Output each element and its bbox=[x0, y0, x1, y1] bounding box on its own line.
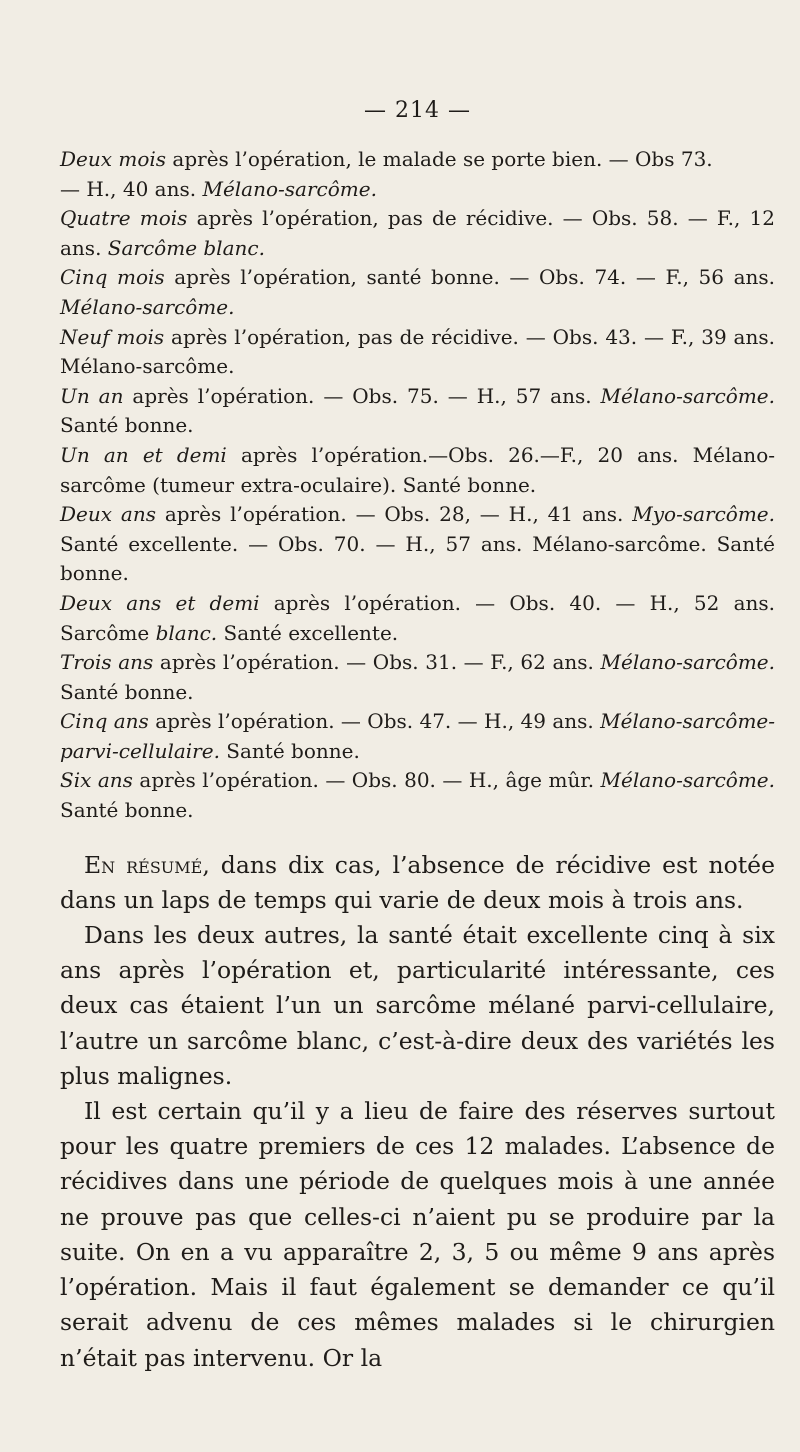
page-number: — 214 — bbox=[364, 98, 471, 123]
case-diagnosis: Mélano-sarcôme-parvi-cellulaire. bbox=[60, 709, 776, 763]
case-entry bbox=[60, 707, 775, 766]
summary-paragraph: Dans les deux autres, la santé était excellente cinq à six ans après l’opération et, particularité intéressante, ces deux cas étaient l’un un sarcôme mélané parvi-cellulaire, l’autre un sarcôme blanc, c’est-à-dire deux des variétés les plus malignes. bbox=[60, 921, 775, 1090]
case-diagnosis: blanc. bbox=[155, 620, 218, 645]
case-diagnosis: Mélano-sarcôme. bbox=[600, 768, 775, 793]
summary-paragraph: Il est certain qu’il y a lieu de faire des réserves surtout pour les quatre premiers de ces 12 malades. L’absence de récidives dans une période de quelques mois à une année ne prouve pas que celles-ci n’aient pu se produire par la suite. On en a vu apparaître 2, 3, 5 ou même 9 ans après l’opération. Mais il faut également se demander ce qu’il serait advenu de ces mêmes malades si le chirurgien n’était pas intervenu. Or la bbox=[60, 1097, 775, 1372]
case-duration: Deux mois bbox=[60, 147, 167, 171]
case-duration: Neuf mois bbox=[60, 324, 165, 349]
case-duration: Un an et demi bbox=[60, 442, 227, 467]
case-text: après l’opération. — Obs. 40. — H., 52 ans. Sarcôme bbox=[60, 590, 775, 645]
case-entry bbox=[60, 441, 775, 500]
case-duration: Quatre mois bbox=[60, 206, 188, 231]
case-duration: Cinq ans bbox=[60, 709, 149, 734]
case-text: après l’opération. — Obs. 47. — H., 49 ans. bbox=[148, 709, 601, 734]
case-diagnosis: Mélano-sarcôme. bbox=[60, 294, 235, 319]
case-duration: Trois ans bbox=[60, 650, 154, 675]
case-entry bbox=[60, 766, 775, 825]
case-text: après l’opération. — Obs. 28, — H., 41 ans. bbox=[155, 502, 633, 527]
case-outcome: Santé excellente. bbox=[217, 620, 399, 645]
case-diagnosis: Mélano-sarcôme. bbox=[202, 176, 377, 201]
case-text: après l’opération, santé bonne. — Obs. 74. — F., 56 ans. bbox=[164, 265, 776, 290]
case-text: — H., 40 ans. bbox=[60, 176, 203, 201]
case-entry bbox=[60, 382, 775, 441]
case-outcome: Santé excellente. — Obs. 70. — H., 57 ans. Mélano-sarcôme. Santé bonne. bbox=[60, 531, 775, 586]
case-entry bbox=[60, 145, 775, 175]
case-text: après l’opération.—Obs. 26.—F., 20 ans. Mélano-sarcôme (tumeur extra-oculaire). Santé bonne. bbox=[60, 442, 775, 497]
case-entry bbox=[60, 648, 775, 707]
case-text: après l’opération. — Obs. 80. — H., âge mûr. bbox=[132, 768, 601, 793]
case-outcome: Santé bonne. bbox=[219, 738, 360, 763]
case-text: après l’opération, pas de récidive. — Obs. 58. — F., 12 ans. bbox=[60, 206, 775, 260]
case-diagnosis: Sarcôme blanc. bbox=[107, 235, 265, 260]
case-duration: Six ans bbox=[60, 768, 133, 793]
case-diagnosis: Mélano-sarcôme. bbox=[600, 650, 775, 675]
case-duration: Un an bbox=[60, 383, 124, 408]
case-entry bbox=[60, 204, 775, 263]
case-entry bbox=[60, 263, 775, 322]
case-duration: Cinq mois bbox=[60, 265, 165, 290]
summary-lead: En résumé, bbox=[84, 850, 210, 879]
case-diagnosis: Mélano-sarcôme. bbox=[600, 383, 775, 408]
case-entry bbox=[60, 589, 775, 648]
case-text: après l’opération. — Obs. 75. — H., 57 ans. bbox=[123, 383, 601, 408]
case-text: après l’opération. — Obs. 31. — F., 62 ans. bbox=[153, 650, 601, 675]
case-outcome: Santé bonne. bbox=[60, 679, 194, 704]
case-text: après l’opération, le malade se porte bien. — Obs 73. bbox=[166, 147, 713, 171]
case-outcome: Santé bonne. bbox=[60, 413, 194, 438]
case-duration: Deux ans bbox=[60, 502, 156, 527]
summary-section bbox=[60, 848, 775, 1376]
case-duration: Deux ans et demi bbox=[60, 590, 260, 615]
page bbox=[60, 98, 775, 1376]
case-entry bbox=[60, 323, 775, 382]
case-outcome: Santé bonne. bbox=[60, 798, 194, 823]
case-list bbox=[60, 145, 775, 826]
summary-paragraph bbox=[60, 848, 775, 918]
summary-text: dans dix cas, l’absence de récidive est notée dans un laps de temps qui varie de deux mois à trois ans. bbox=[60, 850, 775, 914]
case-entry bbox=[60, 500, 775, 589]
case-entry bbox=[60, 175, 775, 205]
case-diagnosis: Myo-sarcôme. bbox=[632, 502, 775, 527]
case-text: après l’opération, pas de récidive. — Obs. 43. — F., 39 ans. Mélano-sarcôme. bbox=[60, 324, 775, 379]
